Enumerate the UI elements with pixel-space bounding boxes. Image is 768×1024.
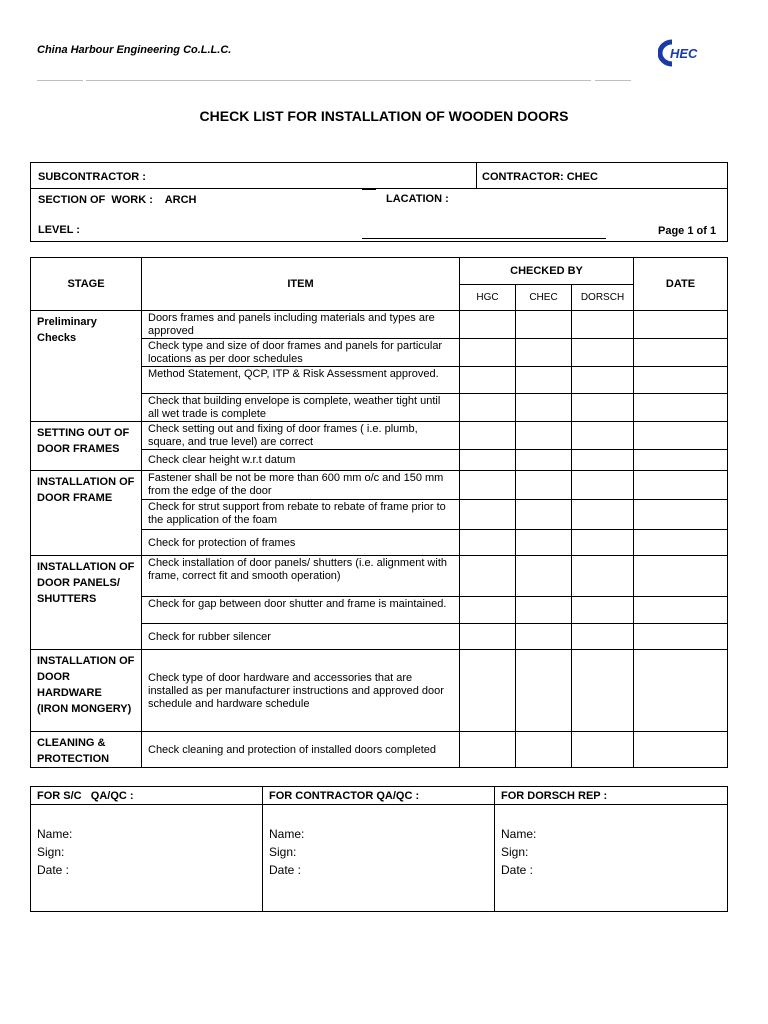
stage-panels: INSTALLATION OF DOOR PANELS/ SHUTTERS xyxy=(31,556,142,650)
check-cell[interactable] xyxy=(572,650,634,732)
date-cell[interactable] xyxy=(634,339,728,367)
date-cell[interactable] xyxy=(634,597,728,624)
location-label: LACATION : xyxy=(386,193,449,205)
item-text: Fastener shall be not be more than 600 mm o/c and 150 mm from the edge of the door xyxy=(142,471,460,500)
signoff-block-dorsch[interactable] xyxy=(495,805,728,912)
table-row xyxy=(31,650,728,732)
logo-text: HEC xyxy=(670,46,698,61)
signoff-block-sc[interactable] xyxy=(31,805,263,912)
checker-chec: CHEC xyxy=(516,285,572,311)
check-cell[interactable] xyxy=(460,367,516,394)
info-mark xyxy=(362,189,376,190)
check-cell[interactable] xyxy=(516,650,572,732)
item-text: Check for rubber silencer xyxy=(142,624,460,650)
date-cell[interactable] xyxy=(634,556,728,597)
name-field: Name: xyxy=(501,827,537,841)
section-of-work-label: SECTION OF WORK : ARCH xyxy=(38,194,197,206)
stage-cleaning: CLEANING & PROTECTION xyxy=(31,732,142,768)
check-cell[interactable] xyxy=(460,650,516,732)
page-number: Page 1 of 1 xyxy=(658,225,717,237)
company-logo xyxy=(658,38,708,68)
check-cell[interactable] xyxy=(516,422,572,450)
check-cell[interactable] xyxy=(460,311,516,339)
date-cell[interactable] xyxy=(634,367,728,394)
signoff-block-contractor[interactable] xyxy=(263,805,495,912)
item-text: Check type of door hardware and accessories that are installed as per manufacturer instructions and approved door schedule and hardware schedule xyxy=(142,650,460,732)
item-text: Check for strut support from rebate to rebate of frame prior to the application of the foam xyxy=(142,500,460,530)
check-cell[interactable] xyxy=(572,530,634,556)
check-cell[interactable] xyxy=(460,732,516,768)
date-cell[interactable] xyxy=(634,732,728,768)
check-cell[interactable] xyxy=(460,624,516,650)
table-row xyxy=(31,311,728,339)
header-rule-right xyxy=(595,80,631,81)
check-cell[interactable] xyxy=(572,556,634,597)
item-text: Check setting out and fixing of door frames ( i.e. plumb, square, and true level) are correct xyxy=(142,422,460,450)
check-cell[interactable] xyxy=(572,732,634,768)
check-cell[interactable] xyxy=(572,311,634,339)
company-name: China Harbour Engineering Co.L.L.C. xyxy=(37,44,232,56)
signoff-header-contractor: FOR CONTRACTOR QA/QC : xyxy=(263,787,495,805)
item-text: Check installation of door panels/ shutters (i.e. alignment with frame, correct fit and smooth operation) xyxy=(142,556,460,597)
item-text: Check for gap between door shutter and frame is maintained. xyxy=(142,597,460,624)
check-cell[interactable] xyxy=(516,500,572,530)
stage-header: STAGE xyxy=(31,258,142,311)
checker-dorsch: DORSCH xyxy=(572,285,634,311)
table-row xyxy=(31,471,728,500)
date-field: Date : xyxy=(269,863,302,877)
date-cell[interactable] xyxy=(634,311,728,339)
check-cell[interactable] xyxy=(572,471,634,500)
signoff-header-sc: FOR S/C QA/QC : xyxy=(31,787,263,805)
date-field: Date : xyxy=(37,863,70,877)
item-text: Method Statement, QCP, ITP & Risk Assessment approved. xyxy=(142,367,460,394)
name-field: Name: xyxy=(37,827,73,841)
stage-preliminary: Preliminary Checks xyxy=(31,311,142,422)
table-row xyxy=(31,422,728,450)
date-cell[interactable] xyxy=(634,471,728,500)
check-cell[interactable] xyxy=(460,556,516,597)
check-cell[interactable] xyxy=(516,556,572,597)
item-text: Check clear height w.r.t datum xyxy=(142,450,460,471)
stage-hardware: INSTALLATION OF DOOR HARDWARE (IRON MONGERY) xyxy=(31,650,142,732)
check-cell[interactable] xyxy=(460,597,516,624)
date-field: Date : xyxy=(501,863,534,877)
check-cell[interactable] xyxy=(516,624,572,650)
check-cell[interactable] xyxy=(460,394,516,422)
check-cell[interactable] xyxy=(516,367,572,394)
check-cell[interactable] xyxy=(572,597,634,624)
check-cell[interactable] xyxy=(572,450,634,471)
sign-field: Sign: xyxy=(37,845,65,859)
stage-door-frame: INSTALLATION OF DOOR FRAME xyxy=(31,471,142,556)
check-cell[interactable] xyxy=(572,394,634,422)
date-cell[interactable] xyxy=(634,450,728,471)
check-cell[interactable] xyxy=(460,339,516,367)
check-cell[interactable] xyxy=(572,500,634,530)
item-header: ITEM xyxy=(142,258,460,311)
page-title: CHECK LIST FOR INSTALLATION OF WOODEN DOORS xyxy=(199,108,569,124)
check-cell[interactable] xyxy=(572,367,634,394)
contractor-label: CONTRACTOR: CHEC xyxy=(482,171,598,183)
item-text: Doors frames and panels including materials and types are approved xyxy=(142,311,460,339)
check-cell[interactable] xyxy=(572,339,634,367)
level-label: LEVEL : xyxy=(38,224,80,236)
item-text: Check type and size of door frames and panels for particular locations as per door schedules xyxy=(142,339,460,367)
signoff-table xyxy=(30,786,728,912)
check-cell[interactable] xyxy=(572,624,634,650)
checker-hgc: HGC xyxy=(460,285,516,311)
sign-field: Sign: xyxy=(501,845,529,859)
item-text: Check cleaning and protection of installed doors completed xyxy=(142,732,460,768)
sign-field: Sign: xyxy=(269,845,297,859)
date-cell[interactable] xyxy=(634,394,728,422)
check-cell[interactable] xyxy=(516,450,572,471)
check-cell[interactable] xyxy=(516,339,572,367)
date-header: DATE xyxy=(634,258,728,311)
date-cell[interactable] xyxy=(634,650,728,732)
info-underline xyxy=(362,238,606,239)
check-cell[interactable] xyxy=(460,530,516,556)
item-text: Check that building envelope is complete, weather tight until all wet trade is complete xyxy=(142,394,460,422)
check-cell[interactable] xyxy=(460,422,516,450)
date-cell[interactable] xyxy=(634,500,728,530)
date-cell[interactable] xyxy=(634,530,728,556)
name-field: Name: xyxy=(269,827,305,841)
item-text: Check for protection of frames xyxy=(142,530,460,556)
subcontractor-label: SUBCONTRACTOR : xyxy=(38,171,146,183)
date-cell[interactable] xyxy=(634,422,728,450)
stage-setting-out: SETTING OUT OF DOOR FRAMES xyxy=(31,422,142,471)
check-cell[interactable] xyxy=(516,732,572,768)
check-cell[interactable] xyxy=(516,311,572,339)
check-cell[interactable] xyxy=(516,597,572,624)
check-cell[interactable] xyxy=(460,500,516,530)
signoff-header-dorsch: FOR DORSCH REP : xyxy=(495,787,728,805)
check-cell[interactable] xyxy=(572,422,634,450)
checked-by-header: CHECKED BY xyxy=(460,258,634,285)
check-cell[interactable] xyxy=(516,530,572,556)
table-row xyxy=(31,556,728,597)
header-rule xyxy=(86,80,591,81)
checklist-table xyxy=(30,257,728,768)
info-box xyxy=(30,162,728,242)
check-cell[interactable] xyxy=(460,471,516,500)
table-row xyxy=(31,732,728,768)
check-cell[interactable] xyxy=(516,394,572,422)
check-cell[interactable] xyxy=(460,450,516,471)
date-cell[interactable] xyxy=(634,624,728,650)
header-rule-left xyxy=(37,80,83,81)
check-cell[interactable] xyxy=(516,471,572,500)
